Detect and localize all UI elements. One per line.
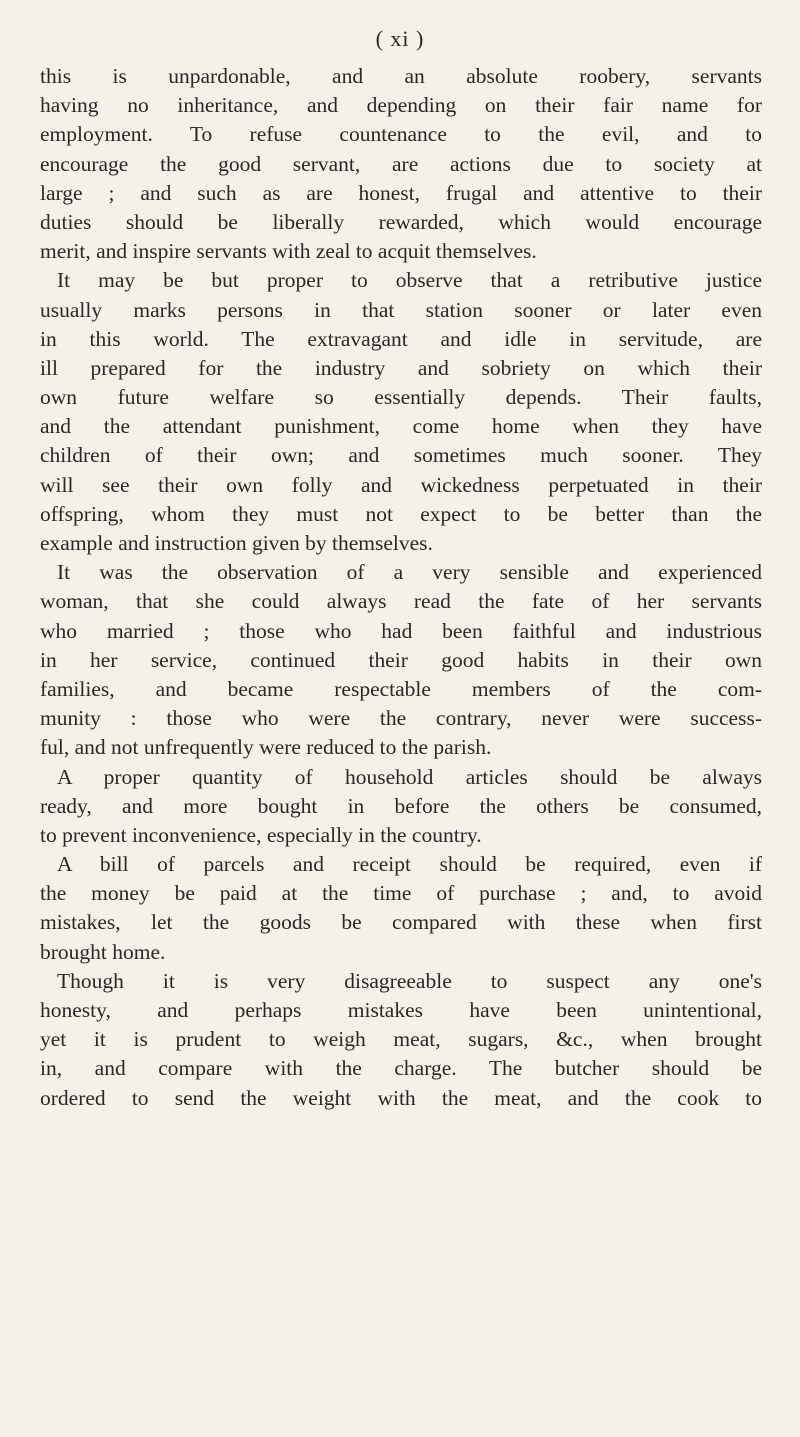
body-text	[40, 62, 762, 1113]
text-line: encourage the good servant, are actions due to society at	[40, 151, 762, 176]
text-line: yet it is prudent to weigh meat, sugars, &c., when brought	[40, 1027, 762, 1052]
text-line: example and instruction given by themselves.	[40, 531, 433, 555]
text-line: usually marks persons in that station sooner or later even	[40, 297, 762, 322]
text-line: duties should be liberally rewarded, which would encourage	[40, 209, 762, 234]
text-line: to prevent inconvenience, especially in the country.	[40, 822, 482, 847]
page-number: ( xi )	[375, 26, 425, 51]
text-line: employment. To refuse countenance to the evil, and to	[40, 122, 762, 147]
text-line: It may be but proper to observe that a retributive justice	[57, 268, 762, 293]
text-line: munity : those who were the contrary, never were success-	[40, 706, 762, 731]
text-line: in, and compare with the charge. The butcher should be	[40, 1056, 762, 1081]
text-line: ordered to send the weight with the meat, and the cook to	[40, 1085, 762, 1110]
text-line: own future welfare so essentially depends. Their faults,	[40, 385, 762, 410]
text-line: in her service, continued their good habits in their own	[40, 647, 762, 672]
text-line: woman, that she could always read the fate of her servants	[40, 589, 762, 614]
text-line: having no inheritance, and depending on their fair name for	[40, 93, 762, 118]
text-line: offspring, whom they must not expect to be better than the	[40, 501, 762, 526]
text-line: will see their own folly and wickedness perpetuated in their	[40, 472, 762, 497]
text-line: ill prepared for the industry and sobriety on which their	[40, 355, 762, 380]
text-line: ful, and not unfrequently were reduced to the parish.	[40, 735, 492, 760]
text-line: A bill of parcels and receipt should be required, even if	[57, 852, 762, 877]
text-line: in this world. The extravagant and idle in servitude, are	[40, 326, 762, 351]
text-line: children of their own; and sometimes much sooner. They	[40, 443, 762, 468]
text-line: honesty, and perhaps mistakes have been unintentional,	[40, 998, 762, 1022]
text-line: this is unpardonable, and an absolute roobery, servants	[40, 64, 762, 88]
text-line: and the attendant punishment, come home when they have	[40, 414, 762, 439]
text-line: who married ; those who had been faithful and industrious	[40, 618, 762, 643]
text-line: families, and became respectable members of the com-	[40, 676, 762, 701]
text-line: A proper quantity of household articles should be always	[57, 764, 762, 789]
text-line: It was the observation of a very sensible and experienced	[57, 560, 762, 585]
text-line: the money be paid at the time of purchase ; and, to avoid	[40, 881, 762, 906]
text-line: ready, and more bought in before the others be consumed,	[40, 793, 762, 818]
text-line: brought home.	[40, 939, 166, 964]
text-line: mistakes, let the goods be compared with these when first	[40, 910, 762, 935]
text-line: merit, and inspire servants with zeal to acquit themselves.	[40, 239, 537, 264]
text-line: large ; and such as are honest, frugal and attentive to their	[40, 180, 762, 205]
text-line: Though it is very disagreeable to suspect any one's	[57, 968, 762, 993]
